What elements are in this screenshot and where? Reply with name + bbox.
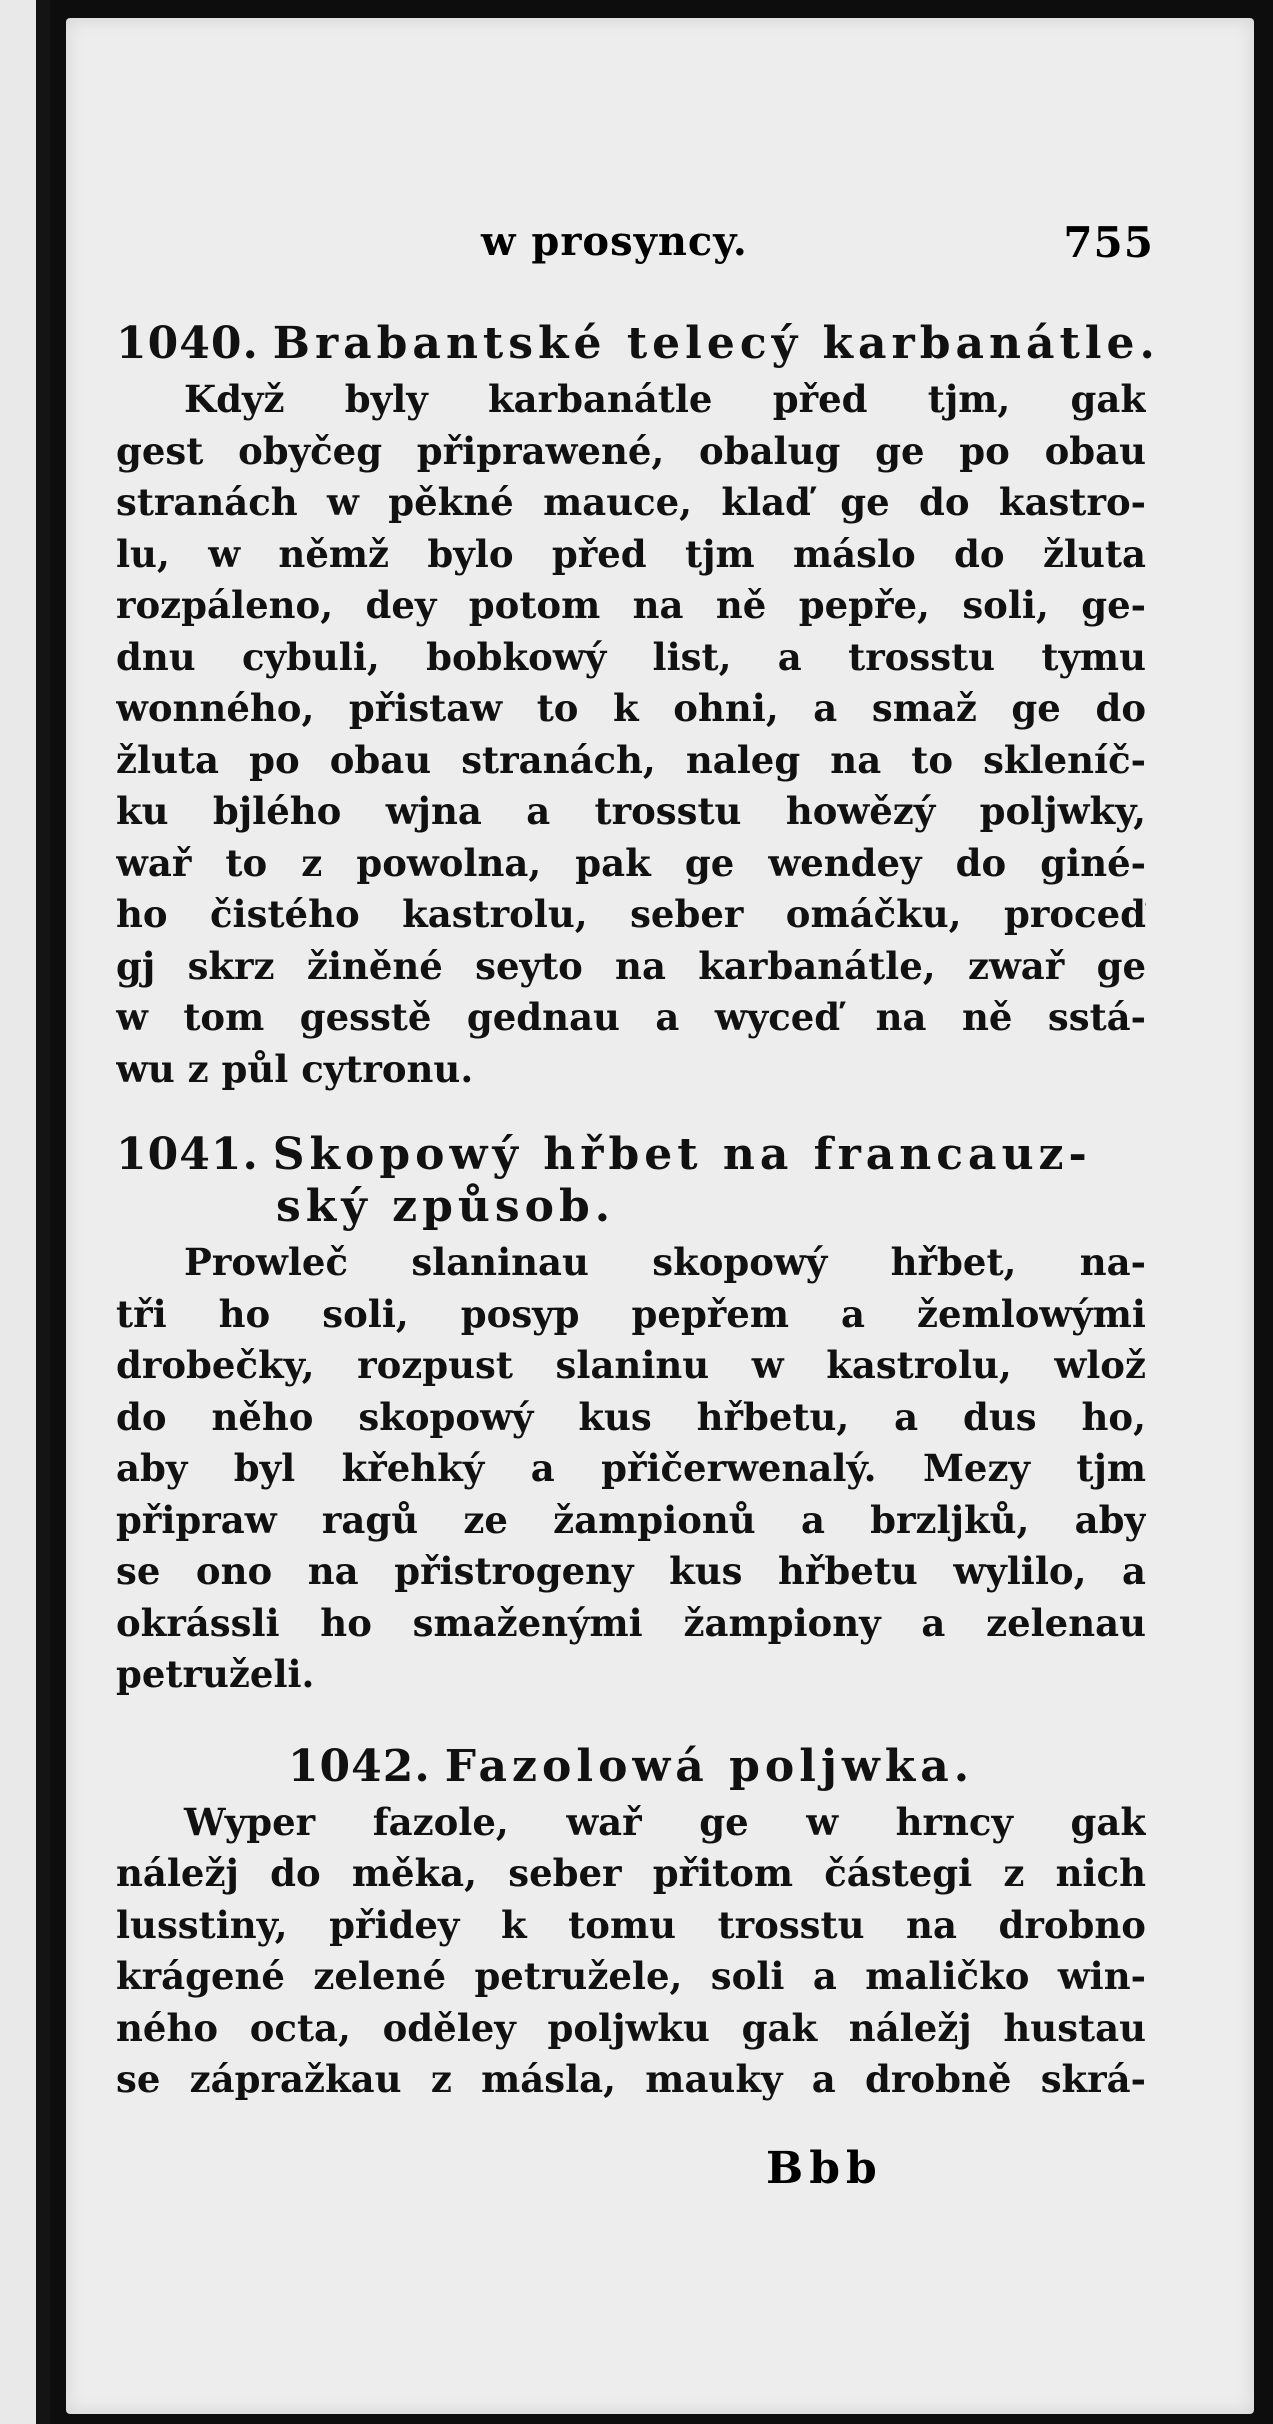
recipe-body xyxy=(116,1237,1146,1701)
body-line: krágené zelené petružele, soli a maličko win- xyxy=(116,1954,1146,1998)
body-line: wu z půl cytronu. xyxy=(116,1046,474,1091)
recipe-body xyxy=(116,1797,1146,2106)
recipe-number: 1041. xyxy=(116,1129,259,1180)
running-head xyxy=(66,218,1254,278)
recipe-body xyxy=(116,374,1146,1095)
body-line: stranách w pěkné mauce, klaď ge do kastro- xyxy=(116,480,1146,524)
body-line: ku bjlého wjna a trosstu howězý poljwky, xyxy=(116,789,1146,833)
recipe-title: Brabantské telecý karbanátle. xyxy=(272,318,1160,369)
body-line: wonného, přistaw to k ohni, a smaž ge do xyxy=(116,686,1146,730)
recipe-title: Fazolowá poljwka. xyxy=(444,1740,975,1792)
recipe-entry-1042 xyxy=(116,1741,1146,2106)
body-line: tři ho soli, posyp pepřem a žemlowými xyxy=(116,1291,1146,1336)
body-line: lu, w němž bylo před tjm máslo do žluta xyxy=(116,531,1146,576)
recipe-heading xyxy=(116,1129,1146,1233)
book-page xyxy=(66,18,1254,2414)
body-line: ného octa, oděley poljwku gak náležj hustau xyxy=(116,2005,1146,2050)
recipe-entry-1041 xyxy=(116,1129,1146,1701)
running-head-title: w prosyncy. xyxy=(481,218,748,265)
body-line: gest obyčeg připrawené, obalug ge po obau xyxy=(116,428,1146,473)
body-line: w tom gesstě gednau a wyceď na ně sstá- xyxy=(116,995,1146,1039)
body-line: připraw ragů ze žampionů a brzljků, aby xyxy=(116,1497,1146,1542)
body-line: ho čistého kastrolu, seber omáčku, proceď xyxy=(116,892,1146,936)
recipe-number: 1040. xyxy=(116,318,259,369)
body-line: aby byl křehký a přičerwenalý. Mezy tjm xyxy=(116,1446,1146,1490)
body-line: Wyper fazole, wař ge w hrncy gak xyxy=(184,1799,1146,1844)
body-line: okrássli ho smaženými žampiony a zelenau xyxy=(116,1600,1146,1645)
page-content xyxy=(116,318,1160,2106)
body-line: žluta po obau stranách, naleg na to skleníč- xyxy=(116,737,1146,782)
recipe-title-continued: ský způsob. xyxy=(276,1181,616,1232)
body-line: rozpáleno, dey potom na ně pepře, soli, ge- xyxy=(116,583,1146,627)
page-number: 755 xyxy=(1063,218,1154,267)
body-line: drobečky, rozpust slaninu w kastrolu, wlož xyxy=(116,1343,1146,1387)
body-line: petruželi. xyxy=(116,1652,315,1696)
left-page-edge xyxy=(0,0,50,2424)
body-line: lusstiny, přidey k tomu trosstu na drobno xyxy=(116,1902,1146,1947)
recipe-title: Skopowý hřbet na francauz- xyxy=(272,1129,1092,1180)
recipe-number: 1042. xyxy=(287,1740,431,1792)
recipe-entry-1040 xyxy=(116,318,1160,1095)
body-line: gj skrz žiněné seyto na karbanátle, zwař ge xyxy=(116,943,1146,988)
body-line: do něho skopowý kus hřbetu, a dus ho, xyxy=(116,1394,1146,1439)
recipe-heading xyxy=(116,1741,1146,1793)
body-line: Prowleč slaninau skopowý hřbet, na- xyxy=(184,1240,1146,1284)
body-line: Když byly karbanátle před tjm, gak xyxy=(184,377,1146,421)
body-line: se zápražkau z másla, mauky a drobně skrá- xyxy=(116,2057,1146,2101)
body-line: dnu cybuli, bobkowý list, a trosstu tymu xyxy=(116,634,1146,679)
body-line: wař to z powolna, pak ge wendey do giné- xyxy=(116,840,1146,885)
catchword: Bbb xyxy=(766,2143,883,2194)
body-line: náležj do měka, seber přitom částegi z nich xyxy=(116,1851,1146,1895)
body-line: se ono na přistrogeny kus hřbetu wylilo, a xyxy=(116,1549,1146,1593)
recipe-heading xyxy=(116,318,1160,370)
